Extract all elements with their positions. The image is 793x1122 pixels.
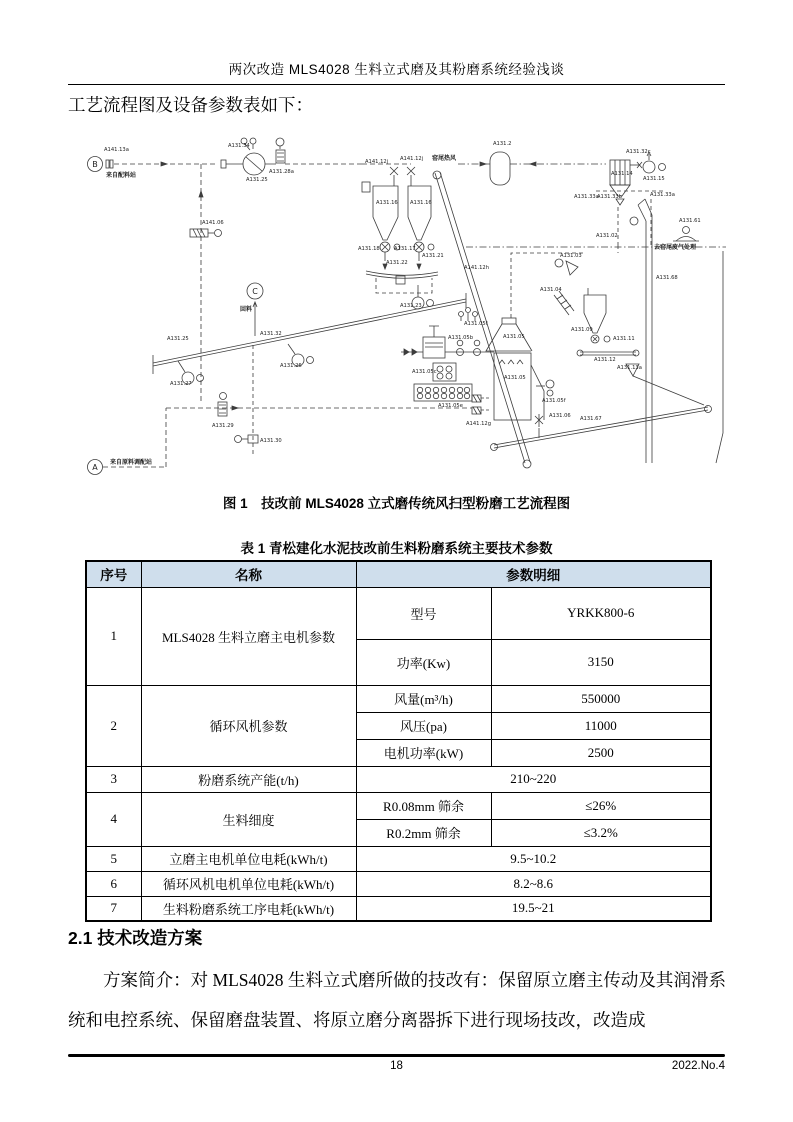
table-row — [86, 587, 711, 639]
cell-name: 循环风机电机单位电耗(kWh/t) — [141, 871, 356, 896]
diagram-label: A131.11 — [613, 336, 635, 342]
diagram-label: 窑尾热风 — [432, 155, 457, 162]
cell-name: 生料细度 — [141, 792, 356, 846]
header-no: 序号 — [86, 561, 141, 587]
diagram-label: A131.2 — [493, 141, 512, 147]
diagram-label: A131.61 — [679, 218, 701, 224]
cell-sub: 功率(Kw) — [356, 639, 491, 685]
cell-val: 3150 — [491, 639, 711, 685]
diagram-label: A131.03 — [560, 253, 582, 259]
cell-sub: 电机功率(kW) — [356, 739, 491, 766]
diagram-label: A131.27 — [170, 381, 192, 387]
table-row — [86, 896, 711, 921]
diagram-label: A131.26 — [280, 363, 302, 369]
diagram-label: A131.05e — [438, 403, 463, 409]
cell-no: 5 — [86, 846, 141, 871]
diagram-label: A131.23 — [400, 303, 422, 309]
table-row — [86, 792, 711, 819]
diagram-label: A131.21 — [422, 253, 444, 259]
diagram-label: A131.13a — [617, 365, 642, 371]
diagram-label: A131.15 — [643, 176, 665, 182]
cell-no: 7 — [86, 896, 141, 921]
table-row — [86, 846, 711, 871]
diagram-label: A131.34 — [228, 143, 250, 149]
cell-no: 6 — [86, 871, 141, 896]
hot-air-vessel — [458, 152, 606, 185]
diagram-labels — [104, 141, 701, 466]
diagram-label: A131.17 — [394, 246, 416, 252]
diagram-label: A141.13a — [104, 147, 129, 153]
diagram-label: A141.12j — [400, 156, 424, 162]
component-a141-06 — [190, 229, 222, 237]
connector-c-letter: C — [252, 287, 258, 296]
diagram-label: A131.68 — [656, 275, 678, 281]
cell-name: 立磨主电机单位电耗(kWh/t) — [141, 846, 356, 871]
diagram-label: A141.12j — [365, 159, 389, 165]
diagram-label: A141.06 — [202, 220, 224, 226]
footer-rule — [68, 1054, 725, 1057]
diagram-label: 去窑尾废气处理 — [654, 244, 697, 251]
cell-val: YRKK800-6 — [491, 587, 711, 639]
table-caption: 表 1 青松建化水泥技改前生料粉磨系统主要技术参数 — [240, 541, 553, 556]
diagram-label: A131.30 — [260, 438, 282, 444]
diagram-label: A131.05c — [412, 369, 437, 375]
connector-b-letter: B — [92, 160, 98, 169]
diagram-label: A131.29 — [212, 423, 234, 429]
diagram-label: A131.18 — [358, 246, 380, 252]
header-title: 两次改造 MLS4028 生料立式磨及其粉磨系统经验浅谈 — [228, 62, 565, 77]
diagram-label: A131.25 — [246, 177, 268, 183]
return-components — [218, 393, 258, 444]
motor-bank-large — [414, 384, 472, 401]
cell-no: 4 — [86, 792, 141, 846]
cell-no: 3 — [86, 766, 141, 792]
diagram-label: A131.28a — [269, 169, 294, 175]
connector-b — [88, 157, 219, 172]
parameters-table — [85, 560, 712, 922]
cell-val: ≤3.2% — [491, 819, 711, 846]
figure-caption: 图 1 技改前 MLS4028 立式磨传统风扫型粉磨工艺流程图 — [222, 496, 571, 511]
diagram-label: A131.12 — [594, 357, 616, 363]
expansion-joints — [472, 395, 489, 414]
cell-name: 粉磨系统产能(t/h) — [141, 766, 356, 792]
diagram-label: 回料 — [240, 306, 253, 313]
issue-number: 2022.No.4 — [671, 1060, 725, 1072]
diagram-label: A131.05b — [448, 335, 473, 341]
diagram-label: A131.22 — [386, 260, 408, 266]
diagram-label: A131.05 — [504, 375, 526, 381]
diagram-label: A131.33b — [597, 194, 622, 200]
table-row — [86, 871, 711, 896]
diagram-label: A131.02 — [596, 233, 618, 239]
diagram-label: A131.16 — [376, 200, 398, 206]
diagram-label: 来自原料调配站 — [110, 459, 153, 466]
diagram-label: A141.12h — [464, 265, 489, 271]
diagram-label: A131.16 — [410, 200, 432, 206]
cell-sub: 风量(m³/h) — [356, 685, 491, 712]
header-name: 名称 — [141, 561, 356, 587]
diagram-label: A131.04 — [540, 287, 562, 293]
diagram-label: A131.32 — [260, 331, 282, 337]
cell-no: 1 — [86, 587, 141, 685]
diagram-label: A131.14 — [611, 171, 633, 177]
water-tank — [401, 326, 494, 358]
diagram-label: 来自配料站 — [106, 172, 137, 179]
intro-text: 工艺流程图及设备参数表如下： — [68, 95, 313, 115]
cell-val: 19.5~21 — [356, 896, 711, 921]
process-flow-svg — [66, 133, 731, 485]
diagram-label: A131.25 — [167, 336, 189, 342]
cell-sub: R0.2mm 筛余 — [356, 819, 491, 846]
cyclone-right — [408, 186, 431, 240]
header-detail: 参数明细 — [356, 561, 711, 587]
diagram-label: A131.67 — [580, 416, 602, 422]
diagram-label: A131.09 — [571, 327, 593, 333]
cell-val: 9.5~10.2 — [356, 846, 711, 871]
cell-name: MLS4028 生料立磨主电机参数 — [141, 587, 356, 685]
cell-val: 2500 — [491, 739, 711, 766]
section-heading: 2.1 技术改造方案 — [68, 928, 203, 948]
diagram-label: A131.33a — [650, 192, 675, 198]
diagram-label: A131.05f — [464, 321, 488, 327]
table-row — [86, 766, 711, 792]
recycle-cyclone — [577, 288, 704, 405]
table-row — [86, 685, 711, 712]
cell-sub: 型号 — [356, 587, 491, 639]
diagram-label: A131.06 — [549, 413, 571, 419]
vertical-mill — [459, 245, 619, 420]
diagram-label: A131.05 — [503, 334, 525, 340]
cell-no: 2 — [86, 685, 141, 766]
connector-a-letter: A — [92, 463, 98, 472]
table-header-row — [86, 561, 711, 587]
diagram-label: A131.32c — [626, 149, 651, 155]
page-number: 18 — [390, 1060, 403, 1072]
diagram-label: A141.12g — [466, 421, 491, 427]
cell-sub: 风压(pa) — [356, 712, 491, 739]
header-rule — [68, 84, 725, 85]
diagram-label: A131.05f — [542, 398, 566, 404]
cell-sub: R0.08mm 筛余 — [356, 792, 491, 819]
cell-val: 550000 — [491, 685, 711, 712]
cell-val: 11000 — [491, 712, 711, 739]
cell-name: 循环风机参数 — [141, 685, 356, 766]
diagram-label: A131.33a — [574, 194, 599, 200]
body-paragraph: 方案简介：对 MLS4028 生料立式磨所做的技改有：保留原立磨主传动及其润滑系统和电控系统、保留磨盘装置、将原立磨分离器拆下进行现场技改，改造成 — [68, 970, 726, 1030]
cell-val: ≤26% — [491, 792, 711, 819]
cell-val: 210~220 — [356, 766, 711, 792]
process-flow-diagram — [66, 133, 731, 485]
cell-name: 生料粉磨系统工序电耗(kWh/t) — [141, 896, 356, 921]
cell-val: 8.2~8.6 — [356, 871, 711, 896]
